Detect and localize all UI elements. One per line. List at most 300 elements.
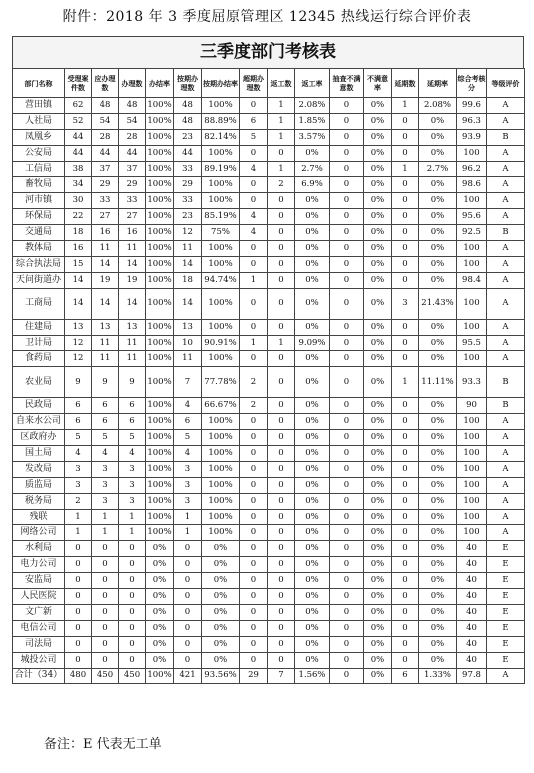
table-cell: 52 [65, 113, 92, 129]
table-cell: A [487, 177, 525, 193]
table-cell: 93.9 [457, 129, 487, 145]
table-cell: 0% [295, 241, 330, 257]
table-cell: 89.19% [202, 161, 240, 177]
table-cell: 0 [268, 525, 295, 541]
table-cell: 0% [364, 256, 392, 272]
table-cell: 0% [364, 604, 392, 620]
table-cell: 0% [364, 335, 392, 351]
table-cell: 0% [419, 113, 457, 129]
table-cell: 0% [419, 604, 457, 620]
table-cell: 1 [268, 129, 295, 145]
table-cell: 100% [202, 145, 240, 161]
table-cell: 11.11% [419, 367, 457, 398]
table-cell: 16 [119, 225, 146, 241]
table-cell: 0% [202, 557, 240, 573]
table-cell: 14 [174, 288, 202, 319]
table-cell: 0 [240, 636, 268, 652]
table-cell: 0% [419, 652, 457, 668]
table-cell: 29 [119, 177, 146, 193]
table-cell: 29 [174, 177, 202, 193]
table-cell: 100 [457, 241, 487, 257]
table-row [13, 461, 525, 477]
table-cell: 9 [119, 367, 146, 398]
table-cell: 4 [119, 446, 146, 462]
column-header: 超期办理数 [240, 69, 268, 98]
table-cell: 0 [119, 541, 146, 557]
table-cell: 0% [146, 636, 174, 652]
table-cell: 66.67% [202, 398, 240, 414]
table-cell: 0 [174, 573, 202, 589]
table-cell: 0% [364, 557, 392, 573]
table-cell: 23 [174, 209, 202, 225]
table-cell: 0 [268, 604, 295, 620]
table-cell: 14 [65, 272, 92, 288]
table-cell: 19 [119, 272, 146, 288]
table-cell: B [487, 367, 525, 398]
table-cell: 0 [65, 652, 92, 668]
table-cell: 5 [65, 430, 92, 446]
table-cell: 0 [240, 414, 268, 430]
table-cell: 0% [419, 225, 457, 241]
table-cell: 0% [364, 668, 392, 684]
table-cell: 1 [174, 525, 202, 541]
table-cell: 0 [92, 604, 119, 620]
table-cell: 0 [330, 589, 364, 605]
table-cell: 0 [65, 620, 92, 636]
table-cell: 98.6 [457, 177, 487, 193]
table-cell: 0% [295, 319, 330, 335]
table-cell: 34 [65, 177, 92, 193]
table-cell: 0 [240, 288, 268, 319]
table-cell: 0% [364, 129, 392, 145]
table-cell: 0 [92, 573, 119, 589]
table-cell: 0% [295, 193, 330, 209]
table-cell: 0 [330, 193, 364, 209]
table-cell: 10 [174, 335, 202, 351]
table-cell: 0% [295, 493, 330, 509]
table-cell: E [487, 557, 525, 573]
table-cell: A [487, 241, 525, 257]
table-cell: 0 [240, 557, 268, 573]
table-cell: 0% [202, 604, 240, 620]
table-cell: 0 [65, 573, 92, 589]
department-name: 农业局 [13, 367, 65, 398]
table-cell: 0 [92, 589, 119, 605]
table-cell: A [487, 319, 525, 335]
table-cell: 0 [392, 604, 419, 620]
table-cell: 0 [240, 446, 268, 462]
table-cell: 90 [457, 398, 487, 414]
table-cell: 40 [457, 636, 487, 652]
table-cell: 13 [92, 319, 119, 335]
department-name: 发改局 [13, 461, 65, 477]
table-cell: 4 [65, 446, 92, 462]
table-cell: 0 [119, 636, 146, 652]
table-cell: 0 [392, 241, 419, 257]
department-name: 公安局 [13, 145, 65, 161]
table-cell: A [487, 668, 525, 684]
table-cell: E [487, 573, 525, 589]
table-row [13, 414, 525, 430]
table-cell: 0 [119, 557, 146, 573]
column-header: 延期率 [419, 69, 457, 98]
footnote: 备注：E 代表无工单 [44, 737, 162, 752]
table-cell: 3 [65, 477, 92, 493]
table-cell: 100% [202, 256, 240, 272]
table-cell: 0 [268, 509, 295, 525]
table-cell: 0% [364, 272, 392, 288]
department-name: 环保局 [13, 209, 65, 225]
table-cell: 4 [240, 161, 268, 177]
table-row [13, 113, 525, 129]
table-cell: 13 [65, 319, 92, 335]
table-cell: 5 [174, 430, 202, 446]
table-cell: 9 [65, 367, 92, 398]
table-cell: 0 [268, 398, 295, 414]
table-cell: 0 [268, 256, 295, 272]
table-cell: A [487, 493, 525, 509]
table-cell: 100% [146, 319, 174, 335]
table-cell: 1.33% [419, 668, 457, 684]
table-cell: 0% [295, 351, 330, 367]
table-cell: 1 [92, 525, 119, 541]
table-cell: 100 [457, 414, 487, 430]
table-cell: 3 [174, 461, 202, 477]
table-row [13, 225, 525, 241]
table-row [13, 193, 525, 209]
table-cell: 0% [146, 604, 174, 620]
table-row [13, 145, 525, 161]
table-row [13, 589, 525, 605]
table-cell: 0% [419, 145, 457, 161]
table-cell: 0 [392, 272, 419, 288]
table-cell: 37 [119, 161, 146, 177]
table-cell: 100% [146, 272, 174, 288]
table-cell: 62 [65, 98, 92, 114]
table-cell: 1 [92, 509, 119, 525]
table-cell: 0% [146, 620, 174, 636]
table-cell: 0 [268, 652, 295, 668]
table-cell: 0 [268, 620, 295, 636]
table-cell: 0 [392, 193, 419, 209]
table-cell: 100% [146, 493, 174, 509]
table-cell: 3 [92, 493, 119, 509]
table-cell: 96.2 [457, 161, 487, 177]
table-cell: 7 [174, 367, 202, 398]
table-cell: 0% [364, 414, 392, 430]
table-cell: 0 [392, 319, 419, 335]
table-cell: 0% [364, 652, 392, 668]
table-cell: 1 [268, 113, 295, 129]
table-cell: 0 [330, 430, 364, 446]
table-cell: 0% [364, 493, 392, 509]
table-cell: 100% [146, 256, 174, 272]
column-header: 办结率 [146, 69, 174, 98]
table-cell: 0% [419, 398, 457, 414]
table-cell: 0 [330, 177, 364, 193]
table-cell: 100 [457, 509, 487, 525]
table-cell: 100% [146, 367, 174, 398]
table-cell: 19 [92, 272, 119, 288]
table-cell: 82.14% [202, 129, 240, 145]
table-cell: 0 [174, 620, 202, 636]
table-cell: 0 [330, 98, 364, 114]
table-cell: 0 [240, 509, 268, 525]
table-cell: 0 [330, 557, 364, 573]
table-cell: 3 [119, 477, 146, 493]
table-cell: A [487, 272, 525, 288]
table-cell: 100% [146, 446, 174, 462]
table-cell: 0 [330, 209, 364, 225]
table-cell: 0% [364, 209, 392, 225]
table-cell: 18 [65, 225, 92, 241]
table-cell: 3 [92, 477, 119, 493]
table-cell: 100% [146, 225, 174, 241]
table-cell: 33 [92, 193, 119, 209]
table-cell: 100% [202, 477, 240, 493]
table-cell: 0 [330, 636, 364, 652]
table-row [13, 477, 525, 493]
table-cell: 100 [457, 145, 487, 161]
column-header: 按期办结率 [202, 69, 240, 98]
table-cell: 44 [119, 145, 146, 161]
table-cell: 100 [457, 461, 487, 477]
table-cell: 100% [202, 351, 240, 367]
department-name: 交通局 [13, 225, 65, 241]
table-cell: 92.5 [457, 225, 487, 241]
department-name: 文广新 [13, 604, 65, 620]
table-cell: 13 [174, 319, 202, 335]
table-cell: 0% [295, 288, 330, 319]
table-cell: 16 [65, 241, 92, 257]
table-row [13, 573, 525, 589]
table-cell: 0 [65, 541, 92, 557]
table-cell: 33 [119, 193, 146, 209]
table-cell: 100% [146, 193, 174, 209]
table-cell: 0 [268, 367, 295, 398]
table-row [13, 98, 525, 114]
table-cell: A [487, 145, 525, 161]
department-name: 安监局 [13, 573, 65, 589]
table-cell: 1 [119, 525, 146, 541]
table-cell: A [487, 351, 525, 367]
department-name: 质监局 [13, 477, 65, 493]
table-cell: 0 [268, 209, 295, 225]
table-cell: 0% [364, 98, 392, 114]
table-cell: 12 [65, 335, 92, 351]
table-cell: 18 [174, 272, 202, 288]
table-cell: 0 [330, 541, 364, 557]
department-name: 凤凰乡 [13, 129, 65, 145]
table-cell: 0% [295, 509, 330, 525]
table-cell: 0 [174, 589, 202, 605]
table-cell: 3 [92, 461, 119, 477]
table-cell: 0 [330, 319, 364, 335]
department-name: 电信公司 [13, 620, 65, 636]
table-cell: 0 [330, 272, 364, 288]
table-cell: 1.56% [295, 668, 330, 684]
table-cell: 0 [392, 335, 419, 351]
department-name: 住建局 [13, 319, 65, 335]
table-cell: 0% [364, 477, 392, 493]
table-cell: 100 [457, 256, 487, 272]
table-cell: 100% [202, 446, 240, 462]
table-cell: 0 [392, 461, 419, 477]
table-cell: 0% [202, 589, 240, 605]
table-cell: 0 [268, 493, 295, 509]
table-cell: 100% [146, 209, 174, 225]
document-title: 附件：2018 年 3 季度屈原管理区 12345 热线运行综合评价表 [62, 9, 472, 25]
table-cell: 0 [92, 636, 119, 652]
table-cell: 0% [364, 225, 392, 241]
table-cell: 29 [92, 177, 119, 193]
table-cell: 99.6 [457, 98, 487, 114]
table-cell: 0 [330, 461, 364, 477]
table-cell: 0 [392, 414, 419, 430]
table-row [13, 557, 525, 573]
table-cell: 2.08% [419, 98, 457, 114]
department-name: 工信局 [13, 161, 65, 177]
table-cell: 40 [457, 573, 487, 589]
table-cell: 0% [295, 145, 330, 161]
table-cell: 0 [240, 98, 268, 114]
table-cell: 100% [146, 177, 174, 193]
table-cell: 0% [146, 573, 174, 589]
table-cell: 0% [364, 351, 392, 367]
table-cell: 97.8 [457, 668, 487, 684]
table-cell: 4 [240, 225, 268, 241]
column-header: 综合考核分 [457, 69, 487, 98]
table-cell: 9 [92, 367, 119, 398]
table-cell: 90.91% [202, 335, 240, 351]
table-cell: 1 [392, 161, 419, 177]
table-cell: 40 [457, 557, 487, 573]
table-cell: 0% [295, 573, 330, 589]
table-cell: 0 [330, 241, 364, 257]
table-cell: 0% [419, 525, 457, 541]
table-cell: 0% [295, 589, 330, 605]
table-cell: 0% [146, 589, 174, 605]
table-cell: A [487, 256, 525, 272]
table-cell: 0% [295, 446, 330, 462]
table-cell: 11 [119, 335, 146, 351]
table-cell: 100% [146, 398, 174, 414]
table-cell: 0 [240, 525, 268, 541]
table-cell: 22 [65, 209, 92, 225]
table-cell: 95.5 [457, 335, 487, 351]
table-cell: 0% [419, 461, 457, 477]
department-name: 税务局 [13, 493, 65, 509]
table-cell: 0% [202, 541, 240, 557]
table-cell: 0% [364, 430, 392, 446]
table-cell: 0% [364, 589, 392, 605]
table-cell: 100% [202, 288, 240, 319]
table-cell: 0 [330, 256, 364, 272]
table-cell: 0 [330, 509, 364, 525]
table-cell: A [487, 525, 525, 541]
table-cell: 0% [419, 414, 457, 430]
department-name: 民政局 [13, 398, 65, 414]
table-cell: 100% [146, 477, 174, 493]
department-name: 卫计局 [13, 335, 65, 351]
table-cell: 0% [364, 288, 392, 319]
table-cell: 1 [240, 272, 268, 288]
table-cell: 48 [119, 98, 146, 114]
table-cell: 0% [364, 461, 392, 477]
table-cell: 13 [119, 319, 146, 335]
table-cell: 1 [268, 335, 295, 351]
table-cell: 0 [392, 636, 419, 652]
table-cell: 0% [364, 636, 392, 652]
table-cell: 0 [268, 288, 295, 319]
table-cell: 0 [330, 604, 364, 620]
table-cell: 14 [92, 256, 119, 272]
table-cell: 0% [295, 525, 330, 541]
table-cell: 6 [65, 398, 92, 414]
table-cell: 29 [240, 668, 268, 684]
table-cell: 0 [268, 414, 295, 430]
department-name: 残联 [13, 509, 65, 525]
table-row [13, 288, 525, 319]
table-cell: 0 [268, 351, 295, 367]
table-cell: 0 [92, 557, 119, 573]
table-cell: 0% [364, 525, 392, 541]
table-cell: 2 [240, 367, 268, 398]
header-row [13, 69, 525, 98]
column-header: 延期数 [392, 69, 419, 98]
table-cell: 30 [65, 193, 92, 209]
table-cell: 40 [457, 604, 487, 620]
table-cell: 40 [457, 541, 487, 557]
table-cell: 75% [202, 225, 240, 241]
table-cell: 0 [240, 241, 268, 257]
table-cell: 100% [202, 241, 240, 257]
table-cell: 0 [392, 541, 419, 557]
department-name: 人民医院 [13, 589, 65, 605]
table-cell: 0% [419, 430, 457, 446]
table-cell: 100 [457, 193, 487, 209]
table-cell: 0% [146, 541, 174, 557]
table-cell: 0% [295, 636, 330, 652]
table-row [13, 525, 525, 541]
department-name: 综合执法局 [13, 256, 65, 272]
table-cell: 3 [119, 493, 146, 509]
table-cell: 12 [65, 351, 92, 367]
table-cell: 0% [364, 241, 392, 257]
table-row [13, 493, 525, 509]
table-cell: 0% [419, 129, 457, 145]
table-cell: 27 [119, 209, 146, 225]
table-cell: 0% [364, 177, 392, 193]
table-cell: 1 [240, 335, 268, 351]
table-cell: 0% [419, 241, 457, 257]
table-cell: 100% [146, 461, 174, 477]
table-cell: 0% [202, 636, 240, 652]
table-cell: 11 [92, 351, 119, 367]
table-cell: A [487, 335, 525, 351]
table-cell: 0 [268, 477, 295, 493]
table-cell: 6 [92, 414, 119, 430]
table-cell: 0% [419, 636, 457, 652]
table-cell: 0 [268, 225, 295, 241]
table-cell: 4 [174, 398, 202, 414]
table-cell: A [487, 209, 525, 225]
table-cell: 0% [419, 256, 457, 272]
table-cell: 0 [330, 446, 364, 462]
column-header: 等级评价 [487, 69, 525, 98]
column-header: 返工数 [268, 69, 295, 98]
table-cell: 0% [419, 557, 457, 573]
